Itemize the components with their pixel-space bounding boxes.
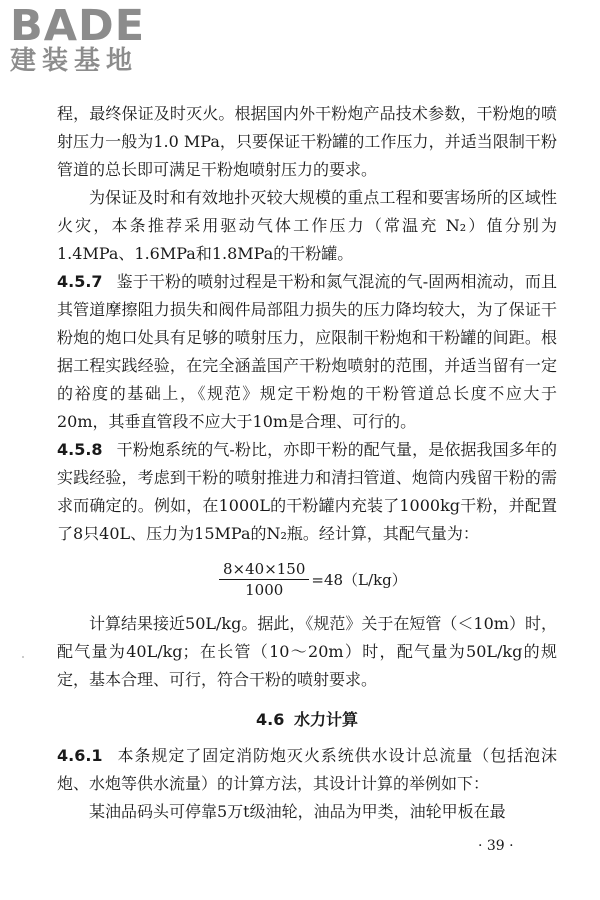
section-text: 本条规定了固定消防炮灭火系统供水设计总流量（包括泡沫炮、水炮等供水流量）的计算方法，其设计计算的举例如下： (57, 746, 557, 793)
formula-denominator: 1000 (245, 580, 284, 599)
page-number: · 39 · (478, 838, 514, 854)
section-heading-4-6: 4.6 水力计算 (256, 710, 358, 729)
paragraph-continuation: 程，最终保证及时灭火。根据国内外干粉炮产品技术参数，干粉炮的喷射压力一般为1.0 MPa，只要保证干粉罐的工作压力，并适当限制干粉管道的总长即可满足干粉炮喷射压力的要求。 (57, 104, 557, 179)
section-number: 4.5.8 (57, 440, 103, 459)
section-4-6-1 (57, 742, 557, 798)
section-number: 4.5.7 (57, 272, 103, 291)
formula-fraction (219, 559, 309, 600)
logo-wordmark: BADE (10, 1, 146, 51)
paragraph-recommendation: 为保证及时和有效地扑灭较大规模的重点工程和要害场所的区域性火灾，本条推荐采用驱动气体工作压力（常温充 N₂）值分别为1.4MPa、1.6MPa和1.8MPa的干粉罐。 (57, 188, 557, 263)
formula-result: =48（L/kg） (311, 570, 407, 589)
paragraph-example: 某油品码头可停靠5万t级油轮，油品为甲类，油轮甲板在最 (89, 802, 506, 821)
logo-subtitle: 建装基地 (10, 46, 139, 76)
section-number: 4.6.1 (57, 746, 103, 765)
section-4-5-7 (57, 268, 557, 436)
scan-speck (22, 656, 24, 658)
page-body (57, 100, 557, 826)
paragraph-calculation-result: 计算结果接近50L/kg。据此，《规范》关于在短管（＜10m）时，配气量为40L/kg；在长管（10～20m）时，配气量为50L/kg的规定，基本合理、可行，符合干粉的喷射要求。 (57, 614, 557, 689)
section-4-5-8 (57, 436, 557, 548)
section-text: 干粉炮系统的气-粉比，亦即干粉的配气量，是依据我国多年的实践经验，考虑到干粉的喷射推进力和清扫管道、炮筒内残留干粉的需求而确定的。例如，在1000L的干粉罐内充装了1000kg干粉，并配置了8只40L、压力为15MPa的N₂瓶。经计算，其配气量为： (57, 440, 557, 543)
formula (57, 548, 557, 610)
logo (10, 1, 146, 76)
formula-numerator: 8×40×150 (219, 559, 309, 580)
section-text: 鉴于干粉的喷射过程是干粉和氮气混流的气-固两相流动，而且其管道摩擦阻力损失和阀件局部阻力损失的压力降均较大，为了保证干粉炮的炮口处具有足够的喷射压力，应限制干粉炮和干粉罐的间距。根据工程实践经验，在完全涵盖国产干粉炮喷射的范围，并适当留有一定的裕度的基础上，《规范》规定干粉炮的干粉管道总长度不应大于20m，其垂直管段不应大于10m是合理、可行的。 (57, 272, 557, 431)
